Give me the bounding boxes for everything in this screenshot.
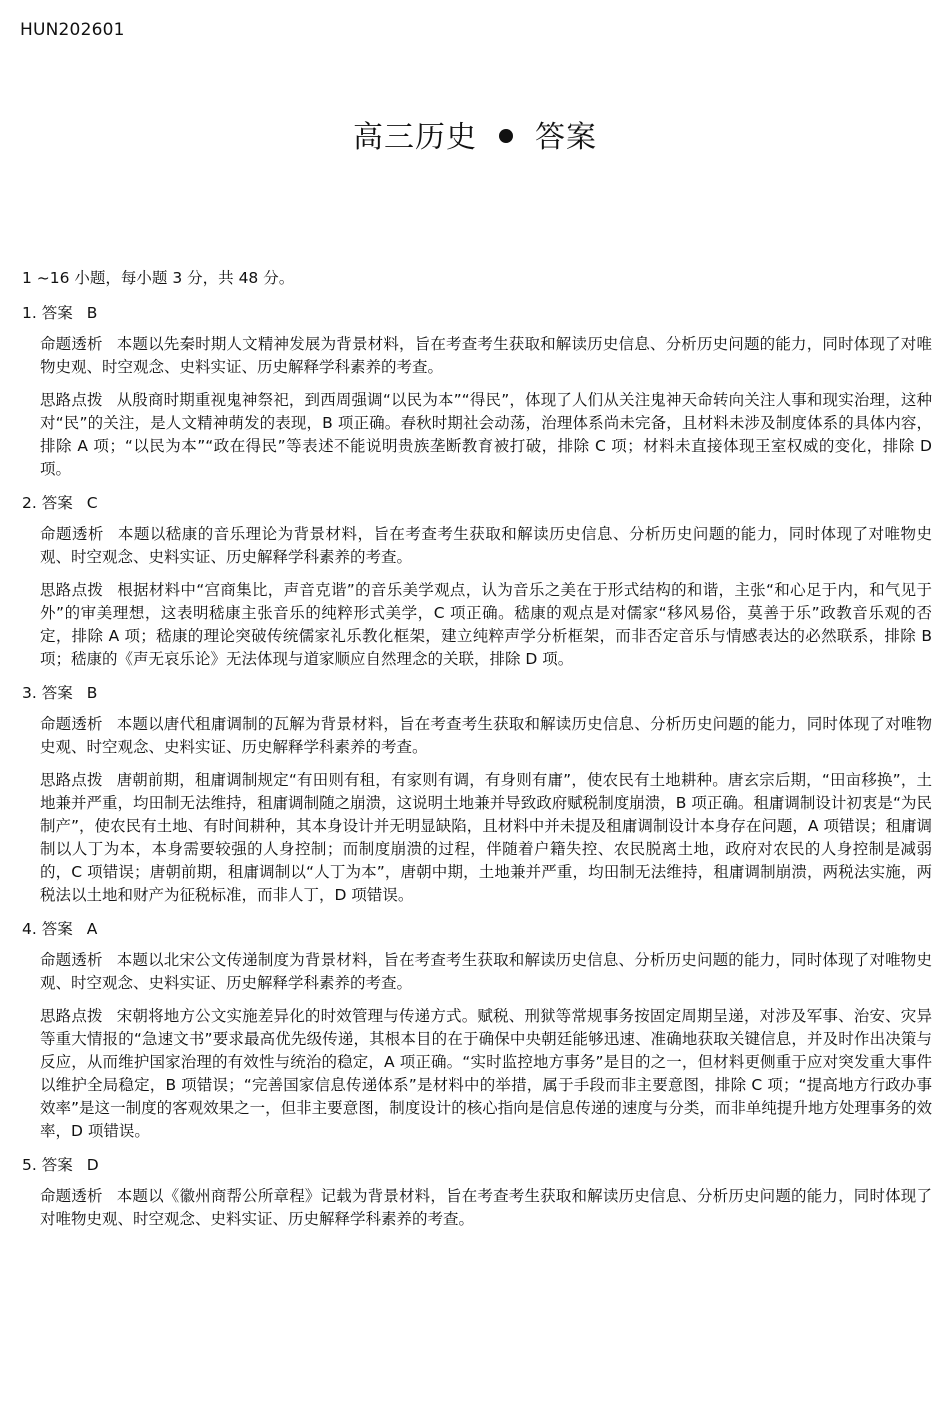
question-block: [22, 491, 932, 671]
question-number: 3.: [22, 684, 37, 702]
title-answer: 答案: [535, 120, 597, 155]
question-number: 2.: [22, 494, 37, 512]
hint-text: 根据材料中“宫商集比，声音克谐”的音乐美学观点，认为音乐之美在于形式结构的和谐，主张“和心足于内，和气见于外”的审美理想，这表明嵇康主张音乐的纯粹形式美学，C 项正确。嵇康的观点是对儒家“移风易俗，莫善于乐”政教音乐观的否定，排除 A 项；嵇康的理论突破传统儒家礼乐教化框架，建立纯粹声学分析框架，而非否定音乐与情感表达的必然联系，排除 B 项；嵇康的《声无哀乐论》无法体现与道家顺应自然理念的关联，排除 D 项。: [40, 581, 932, 668]
question-answer-line: [22, 491, 932, 515]
hint-label: 思路点拨: [40, 581, 104, 599]
question-number: 5.: [22, 1156, 37, 1174]
answer-choice: D: [86, 1156, 99, 1174]
hint-paragraph: [40, 769, 932, 907]
question-answer-line: [22, 681, 932, 705]
hint-text: 从殷商时期重视鬼神祭祀，到西周强调“以民为本”“得民”，体现了人们从关注鬼神天命转向关注人事和现实治理，这种对“民”的关注，是人文精神萌发的表现，B 项正确。春秋时期社会动荡，治理体系尚未完备，且材料未涉及制度体系的具体内容，排除 A 项；“以民为本”“政在得民”等表述不能说明贵族垄断教育被打破，排除 C 项；材料未直接体现王室权威的变化，排除 D 项。: [40, 391, 932, 478]
question-block: [22, 301, 932, 481]
answer-choice: A: [86, 920, 98, 938]
answer-label: 答案: [41, 684, 73, 702]
page-title: [0, 112, 950, 156]
hint-paragraph: [40, 389, 932, 481]
analysis-text: 本题以先秦时期人文精神发展为背景材料，旨在考查考生获取和解读历史信息、分析历史问题的能力，同时体现了对唯物史观、时空观念、史料实证、历史解释学科素养的考查。: [40, 335, 932, 376]
analysis-label: 命题透析: [40, 951, 103, 969]
analysis-paragraph: [40, 1185, 932, 1231]
answer-choice: B: [86, 684, 98, 702]
answer-label: 答案: [41, 920, 73, 938]
bullet-dot-icon: [499, 129, 513, 143]
analysis-text: 本题以嵇康的音乐理论为背景材料，旨在考查考生获取和解读历史信息、分析历史问题的能力，同时体现了对唯物史观、时空观念、史料实证、历史解释学科素养的考查。: [40, 525, 932, 566]
analysis-paragraph: [40, 949, 932, 995]
question-block: [22, 1153, 932, 1231]
answer-choice: B: [86, 304, 98, 322]
hint-paragraph: [40, 1005, 932, 1143]
hint-label: 思路点拨: [40, 391, 103, 409]
analysis-text: 本题以《徽州商帮公所章程》记载为背景材料，旨在考查考生获取和解读历史信息、分析历史问题的能力，同时体现了对唯物史观、时空观念、史料实证、历史解释学科素养的考查。: [40, 1187, 932, 1228]
answer-label: 答案: [41, 304, 73, 322]
analysis-text: 本题以北宋公文传递制度为背景材料，旨在考查考生获取和解读历史信息、分析历史问题的能力，同时体现了对唯物史观、时空观念、史料实证、历史解释学科素养的考查。: [40, 951, 932, 992]
scoring-summary: 1 ~16 小题，每小题 3 分，共 48 分。: [22, 269, 295, 287]
analysis-paragraph: [40, 333, 932, 379]
analysis-label: 命题透析: [40, 715, 103, 733]
analysis-text: 本题以唐代租庸调制的瓦解为背景材料，旨在考查考生获取和解读历史信息、分析历史问题的能力，同时体现了对唯物史观、时空观念、史料实证、历史解释学科素养的考查。: [40, 715, 932, 756]
question-answer-line: [22, 917, 932, 941]
answer-label: 答案: [41, 1156, 73, 1174]
answer-choice: C: [86, 494, 98, 512]
hint-paragraph: [40, 579, 932, 671]
question-block: [22, 917, 932, 1143]
title-subject: 高三历史: [353, 120, 477, 155]
analysis-label: 命题透析: [40, 335, 103, 353]
answer-content: [22, 266, 932, 1241]
question-answer-line: [22, 1153, 932, 1177]
hint-label: 思路点拨: [40, 1007, 103, 1025]
analysis-paragraph: [40, 523, 932, 569]
hint-label: 思路点拨: [40, 771, 103, 789]
question-number: 1.: [22, 304, 37, 322]
analysis-label: 命题透析: [40, 1187, 103, 1205]
hint-text: 宋朝将地方公文实施差异化的时效管理与传递方式。赋税、刑狱等常规事务按固定周期呈递，对涉及军事、治安、灾异等重大情报的“急速文书”要求最高优先级传递，其根本目的在于确保中央朝廷能够迅速、准确地获取关键信息，并及时作出决策与反应，从而维护国家治理的有效性与统治的稳定，A 项正确。“实时监控地方事务”是目的之一，但材料更侧重于应对突发重大事件以维护全局稳定，B 项错误；“完善国家信息传递体系”是材料中的举措，属于手段而非主要意图，排除 C 项；“提高地方行政办事效率”是这一制度的客观效果之一，但非主要意图，制度设计的核心指向是信息传递的速度与分类，而非单纯提升地方处理事务的效率，D 项错误。: [40, 1007, 932, 1140]
document-code: HUN202601: [20, 20, 125, 40]
question-answer-line: [22, 301, 932, 325]
hint-text: 唐朝前期，租庸调制规定“有田则有租，有家则有调，有身则有庸”，使农民有土地耕种。唐玄宗后期，“田亩移换”，土地兼并严重，均田制无法维持，租庸调制随之崩溃，这说明土地兼并导致政府赋税制度崩溃，B 项正确。租庸调制设计初衷是“为民制产”，使农民有土地、有时间耕种，其本身设计并无明显缺陷，且材料中并未提及租庸调制设计本身存在问题，A 项错误；租庸调制以人丁为本，本身需要较强的人身控制；而制度崩溃的过程，伴随着户籍失控、农民脱离土地，政府对农民的人身控制是减弱的，C 项错误；唐朝前期，租庸调制以“人丁为本”，唐朝中期，土地兼并严重，均田制无法维持，租庸调制崩溃，两税法实施，两税法以土地和财产为征税标准，而非人丁，D 项错误。: [40, 771, 932, 904]
question-number: 4.: [22, 920, 37, 938]
analysis-paragraph: [40, 713, 932, 759]
analysis-label: 命题透析: [40, 525, 104, 543]
question-block: [22, 681, 932, 907]
answer-label: 答案: [41, 494, 73, 512]
